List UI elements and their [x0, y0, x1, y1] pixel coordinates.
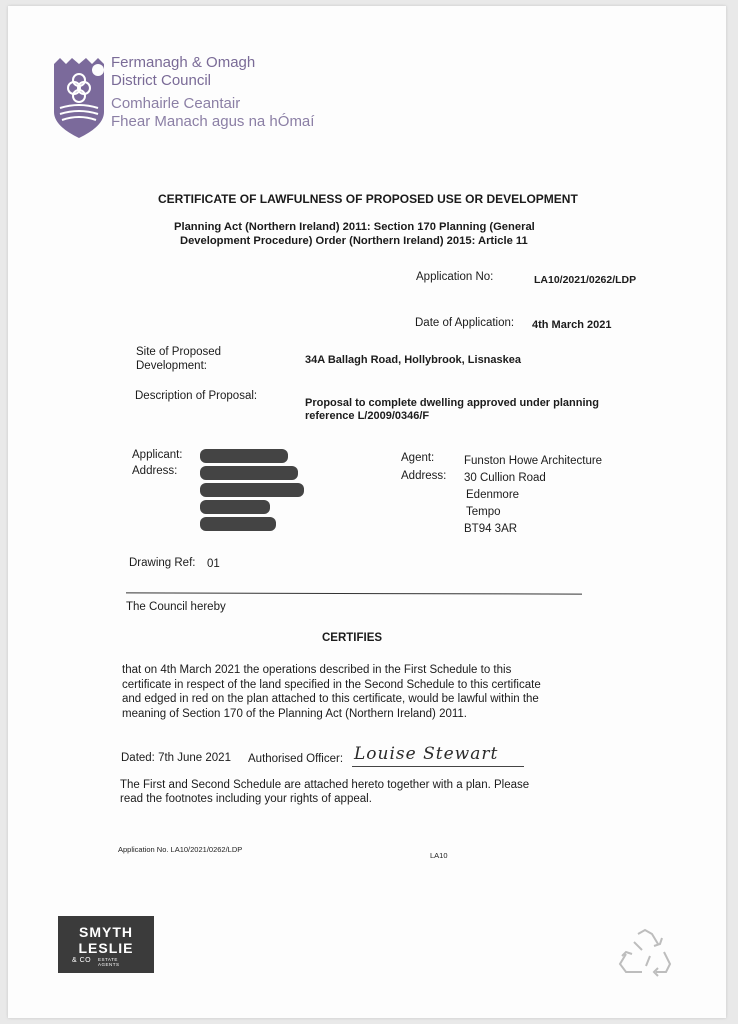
applicant-label: Applicant: [132, 449, 183, 461]
redacted-address-line [200, 466, 298, 480]
logo-line-smyth: SMYTH [79, 924, 133, 940]
redacted-address-line [200, 483, 304, 497]
date-of-application-value: 4th March 2021 [532, 319, 612, 331]
authorised-officer-label: Authorised Officer: [248, 753, 344, 765]
applicant-address-label: Address: [132, 465, 178, 477]
agent-address-label: Address: [401, 470, 447, 482]
council-name-line1: Fermanagh & Omagh [111, 54, 256, 71]
certificate-title: CERTIFICATE OF LAWFULNESS OF PROPOSED USE OR DEVELOPMENT [158, 192, 578, 206]
smyth-leslie-logo [58, 916, 154, 973]
certificate-page [8, 6, 726, 1018]
statement-line: certificate in respect of the land specified in the Second Schedule to this certificate [122, 678, 541, 691]
application-no-label: Application No: [416, 271, 494, 283]
drawing-ref-label: Drawing Ref: [129, 557, 196, 569]
footer-application-no: Application No. LA10/2021/0262/LDP [118, 845, 243, 854]
signature-line [352, 766, 524, 767]
redacted-address-line [200, 500, 270, 514]
agent-name: Funston Howe Architecture [464, 455, 603, 467]
council-crest-icon [52, 56, 106, 140]
footer-code: LA10 [430, 851, 448, 860]
site-label-line2: Development: [136, 360, 207, 372]
logo-agents: AGENTS [98, 962, 120, 967]
certifies-heading: CERTIFIES [322, 632, 383, 644]
separator-line [126, 592, 582, 594]
agent-address-line: 30 Cullion Road [464, 472, 546, 484]
redacted-postcode [200, 517, 276, 531]
recycle-icon [616, 928, 674, 980]
act-line-2: Development Procedure) Order (Northern Ireland) 2015: Article 11 [180, 235, 528, 247]
agent-label: Agent: [401, 452, 435, 464]
logo-line-leslie: LESLIE [78, 940, 134, 956]
certification-statement [122, 663, 590, 721]
application-no-value: LA10/2021/0262/LDP [534, 274, 637, 286]
council-hereby-text: The Council hereby [126, 601, 226, 613]
description-label: Description of Proposal: [135, 390, 258, 402]
schedule-line-1: The First and Second Schedule are attached hereto together with a plan. Please [120, 779, 530, 791]
logo-line-co: & CO [72, 957, 92, 964]
act-line-1: Planning Act (Northern Ireland) 2011: Section 170 Planning (General [174, 221, 535, 233]
site-label-line1: Site of Proposed [136, 346, 222, 358]
statement-line: meaning of Section 170 of the Planning Act (Northern Ireland) 2011. [122, 707, 468, 720]
council-irish-line1: Comhairle Ceantair [111, 95, 241, 112]
logo-estate: ESTATE [98, 957, 118, 962]
drawing-ref-value: 01 [207, 558, 220, 570]
agent-address-line: Tempo [466, 506, 501, 518]
description-line-1: Proposal to complete dwelling approved under planning [305, 397, 599, 409]
council-name-line2: District Council [111, 72, 212, 89]
agent-address-line: Edenmore [466, 489, 520, 501]
agent-address-line: BT94 3AR [464, 523, 518, 535]
date-of-application-label: Date of Application: [415, 317, 515, 329]
council-irish-line2: Fhear Manach agus na hÓmaí [111, 113, 315, 130]
dated-text: Dated: 7th June 2021 [121, 752, 231, 764]
statement-line: that on 4th March 2021 the operations described in the First Schedule to this [122, 664, 512, 676]
logo-line-estate-agents [98, 957, 120, 967]
redacted-applicant-name [200, 449, 288, 463]
description-line-2: reference L/2009/0346/F [305, 410, 430, 422]
schedule-line-2: read the footnotes including your rights of appeal. [120, 793, 372, 805]
officer-signature: Louise Stewart [354, 744, 499, 764]
site-value: 34A Ballagh Road, Hollybrook, Lisnaskea [305, 354, 521, 366]
statement-line: and edged in red on the plan attached to this certificate, would be lawful within the [122, 693, 539, 705]
